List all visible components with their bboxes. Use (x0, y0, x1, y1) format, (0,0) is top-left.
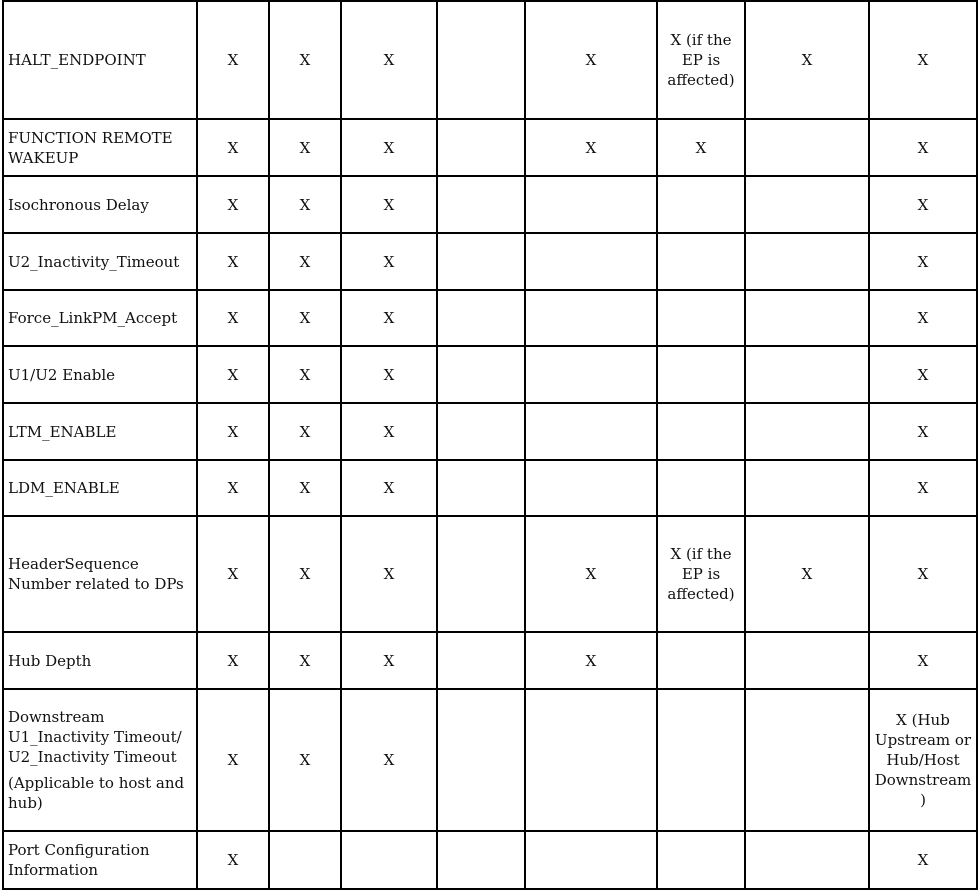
table-cell: X (197, 346, 269, 403)
table-cell (525, 233, 657, 290)
feature-name: FUNCTION REMOTE WAKEUP (3, 119, 197, 176)
feature-note: (Applicable to host and hub) (8, 774, 185, 812)
table-cell (525, 176, 657, 233)
table-cell (657, 460, 745, 516)
table-cell: X (269, 290, 341, 346)
table-cell (657, 632, 745, 689)
table-cell (745, 119, 869, 176)
table-cell: X (525, 119, 657, 176)
table-cell (437, 346, 525, 403)
table-cell (437, 632, 525, 689)
table-row (3, 1, 977, 119)
feature-name: Isochronous Delay (3, 176, 197, 233)
table-cell: X (869, 233, 977, 290)
feature-title: Downstream U1_Inactivity Timeout/ U2_Inactivity Timeout (8, 708, 182, 766)
table-cell: X (869, 119, 977, 176)
feature-name: HeaderSequence Number related to DPs (3, 516, 197, 632)
table-cell: X (341, 516, 437, 632)
table-cell: X (269, 346, 341, 403)
table-cell (745, 176, 869, 233)
feature-name: U1/U2 Enable (3, 346, 197, 403)
table-cell: X (341, 460, 437, 516)
table-cell (437, 176, 525, 233)
table-cell: X (869, 831, 977, 889)
table-row (3, 632, 977, 689)
table-cell (745, 233, 869, 290)
feature-table (2, 0, 978, 890)
table-cell: X (197, 176, 269, 233)
table-cell: X (269, 176, 341, 233)
table-cell: X (341, 290, 437, 346)
table-cell: X (197, 831, 269, 889)
table-cell: X (341, 119, 437, 176)
feature-name (3, 689, 197, 831)
feature-name: Force_LinkPM_Accept (3, 290, 197, 346)
table-cell: X (197, 632, 269, 689)
table-cell (437, 233, 525, 290)
table-cell (657, 689, 745, 831)
table-cell: X (197, 516, 269, 632)
feature-name: LDM_ENABLE (3, 460, 197, 516)
table-cell: X (269, 1, 341, 119)
table-cell: X (269, 119, 341, 176)
table-cell (525, 403, 657, 460)
table-cell: X (341, 1, 437, 119)
table-cell (437, 1, 525, 119)
table-cell: X (269, 233, 341, 290)
table-cell (657, 346, 745, 403)
table-row (3, 516, 977, 632)
table-cell: X (if the EP is affected) (657, 1, 745, 119)
table-cell: X (197, 1, 269, 119)
table-cell (525, 460, 657, 516)
table-cell: X (269, 403, 341, 460)
table-cell: X (269, 516, 341, 632)
table-cell: X (if the EP is affected) (657, 516, 745, 632)
table-cell: X (869, 346, 977, 403)
table-row (3, 119, 977, 176)
table-cell (657, 233, 745, 290)
table-cell (437, 831, 525, 889)
table-cell (745, 632, 869, 689)
table-cell: X (197, 119, 269, 176)
table-row (3, 460, 977, 516)
table-cell: X (269, 460, 341, 516)
table-cell: X (341, 233, 437, 290)
table-cell: X (869, 632, 977, 689)
table-cell: X (341, 689, 437, 831)
table-cell: X (269, 689, 341, 831)
table-row (3, 290, 977, 346)
table-cell: X (869, 460, 977, 516)
table-cell (745, 689, 869, 831)
table-cell (437, 290, 525, 346)
feature-name: LTM_ENABLE (3, 403, 197, 460)
table-cell (745, 346, 869, 403)
table-cell (525, 831, 657, 889)
table-cell: X (197, 403, 269, 460)
table-cell (657, 290, 745, 346)
table-cell: X (341, 632, 437, 689)
table-cell (745, 460, 869, 516)
table-cell: X (197, 290, 269, 346)
table-cell: X (197, 689, 269, 831)
table-cell: X (341, 176, 437, 233)
table-cell: X (869, 1, 977, 119)
table-cell (437, 689, 525, 831)
table-cell: X (869, 403, 977, 460)
feature-name: Hub Depth (3, 632, 197, 689)
table-cell: X (341, 346, 437, 403)
table-cell (437, 460, 525, 516)
table-row (3, 346, 977, 403)
table-cell: X (745, 1, 869, 119)
table-cell: X (341, 403, 437, 460)
table-row (3, 176, 977, 233)
table-cell (657, 403, 745, 460)
table-cell (657, 831, 745, 889)
table-cell (437, 516, 525, 632)
table-cell (525, 290, 657, 346)
table-cell: X (657, 119, 745, 176)
table-row (3, 233, 977, 290)
table-row (3, 689, 977, 831)
feature-name: HALT_ENDPOINT (3, 1, 197, 119)
table-cell (525, 689, 657, 831)
table-cell: X (525, 1, 657, 119)
table-cell: X (745, 516, 869, 632)
table-row (3, 831, 977, 889)
table-cell: X (869, 290, 977, 346)
table-cell: X (869, 176, 977, 233)
table-cell: X (Hub Upstream or Hub/Host Downstream ) (869, 689, 977, 831)
table-row (3, 403, 977, 460)
table-cell (269, 831, 341, 889)
table-cell (341, 831, 437, 889)
table-cell (745, 831, 869, 889)
table-cell (437, 403, 525, 460)
feature-name: Port Configuration Information (3, 831, 197, 889)
table-cell: X (197, 233, 269, 290)
table-cell: X (525, 632, 657, 689)
table-cell: X (269, 632, 341, 689)
table-cell (437, 119, 525, 176)
table-cell (525, 346, 657, 403)
table-cell: X (197, 460, 269, 516)
table-cell (745, 290, 869, 346)
table-cell: X (525, 516, 657, 632)
table-cell (745, 403, 869, 460)
feature-name: U2_Inactivity_Timeout (3, 233, 197, 290)
table-cell (657, 176, 745, 233)
table-cell: X (869, 516, 977, 632)
